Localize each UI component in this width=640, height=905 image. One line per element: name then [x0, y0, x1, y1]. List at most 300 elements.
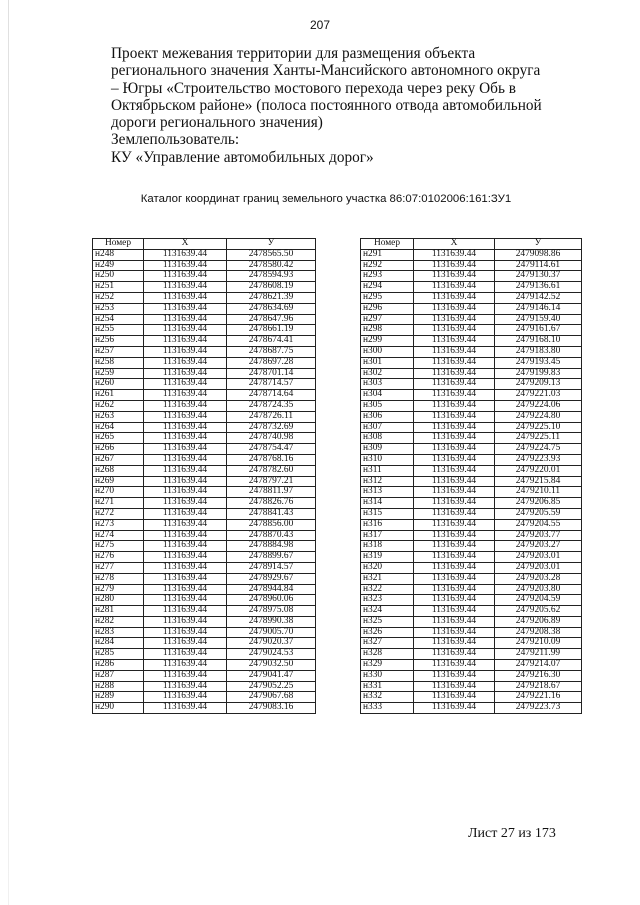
y-coordinate-cell: 2479083.16	[227, 703, 316, 714]
y-coordinate-cell: 2478856.00	[227, 519, 316, 530]
table-row	[93, 260, 316, 271]
table-row	[93, 573, 316, 584]
y-coordinate-cell: 2478782.60	[227, 465, 316, 476]
table-row	[93, 411, 316, 422]
point-number-cell: н252	[93, 292, 144, 303]
land-user-name: КУ «Управление автомобильных дорог»	[111, 148, 374, 166]
x-coordinate-cell: 1131639.44	[414, 638, 495, 649]
point-number-cell: н303	[361, 379, 414, 390]
y-coordinate-cell: 2478975.08	[227, 606, 316, 617]
point-number-cell: н287	[93, 670, 144, 681]
x-coordinate-cell: 1131639.44	[144, 616, 227, 627]
x-coordinate-cell: 1131639.44	[414, 508, 495, 519]
point-number-cell: н315	[361, 508, 414, 519]
y-coordinate-cell: 2479225.11	[495, 433, 582, 444]
x-coordinate-cell: 1131639.44	[414, 336, 495, 347]
point-number-cell: н317	[361, 530, 414, 541]
x-coordinate-cell: 1131639.44	[414, 584, 495, 595]
point-number-cell: н285	[93, 649, 144, 660]
table-row	[361, 692, 582, 703]
x-coordinate-cell: 1131639.44	[414, 292, 495, 303]
y-coordinate-cell: 2479208.38	[495, 627, 582, 638]
coordinates-table-right	[360, 238, 582, 714]
y-coordinate-cell: 2478944.84	[227, 584, 316, 595]
y-coordinate-cell: 2478870.43	[227, 530, 316, 541]
table-row	[361, 336, 582, 347]
x-coordinate-cell: 1131639.44	[144, 552, 227, 563]
point-number-cell: н271	[93, 498, 144, 509]
table-row	[93, 249, 316, 260]
y-coordinate-cell: 2478580.42	[227, 260, 316, 271]
point-number-cell: н268	[93, 465, 144, 476]
point-number-cell: н323	[361, 595, 414, 606]
table-row	[361, 368, 582, 379]
y-coordinate-cell: 2478740.98	[227, 433, 316, 444]
point-number-cell: н261	[93, 390, 144, 401]
x-coordinate-cell: 1131639.44	[144, 703, 227, 714]
y-coordinate-cell: 2479020.37	[227, 638, 316, 649]
x-coordinate-cell: 1131639.44	[144, 390, 227, 401]
point-number-cell: н301	[361, 357, 414, 368]
table-row	[93, 444, 316, 455]
header-x: X	[414, 239, 495, 250]
point-number-cell: н312	[361, 476, 414, 487]
table-row	[93, 541, 316, 552]
y-coordinate-cell: 2479204.59	[495, 595, 582, 606]
point-number-cell: н329	[361, 660, 414, 671]
y-coordinate-cell: 2479204.55	[495, 519, 582, 530]
x-coordinate-cell: 1131639.44	[144, 660, 227, 671]
x-coordinate-cell: 1131639.44	[144, 627, 227, 638]
table-row	[361, 638, 582, 649]
header-number: Номер	[93, 239, 144, 250]
point-number-cell: н332	[361, 692, 414, 703]
y-coordinate-cell: 2479224.06	[495, 400, 582, 411]
y-coordinate-cell: 2479024.53	[227, 649, 316, 660]
y-coordinate-cell: 2479067.68	[227, 692, 316, 703]
x-coordinate-cell: 1131639.44	[144, 411, 227, 422]
x-coordinate-cell: 1131639.44	[144, 271, 227, 282]
table-row	[93, 271, 316, 282]
x-coordinate-cell: 1131639.44	[144, 303, 227, 314]
table-row	[361, 357, 582, 368]
point-number-cell: н293	[361, 271, 414, 282]
y-coordinate-cell: 2479220.01	[495, 465, 582, 476]
y-coordinate-cell: 2479214.07	[495, 660, 582, 671]
table-row	[361, 411, 582, 422]
table-row	[93, 390, 316, 401]
x-coordinate-cell: 1131639.44	[144, 508, 227, 519]
y-coordinate-cell: 2479221.16	[495, 692, 582, 703]
y-coordinate-cell: 2479199.83	[495, 368, 582, 379]
x-coordinate-cell: 1131639.44	[414, 530, 495, 541]
y-coordinate-cell: 2479161.67	[495, 325, 582, 336]
heading-line: дороги регионального значения)	[111, 114, 323, 132]
x-coordinate-cell: 1131639.44	[414, 411, 495, 422]
table-row	[361, 292, 582, 303]
y-coordinate-cell: 2478714.57	[227, 379, 316, 390]
y-coordinate-cell: 2479210.09	[495, 638, 582, 649]
table-row	[93, 562, 316, 573]
point-number-cell: н250	[93, 271, 144, 282]
y-coordinate-cell: 2479224.75	[495, 444, 582, 455]
table-row	[361, 379, 582, 390]
x-coordinate-cell: 1131639.44	[414, 649, 495, 660]
table-row	[93, 465, 316, 476]
header-y: У	[495, 239, 582, 250]
point-number-cell: н258	[93, 357, 144, 368]
table-row	[93, 649, 316, 660]
table-row	[93, 519, 316, 530]
table-row	[361, 325, 582, 336]
table-row	[93, 292, 316, 303]
point-number-cell: н318	[361, 541, 414, 552]
table-row	[361, 260, 582, 271]
point-number-cell: н249	[93, 260, 144, 271]
point-number-cell: н300	[361, 346, 414, 357]
y-coordinate-cell: 2478841.43	[227, 508, 316, 519]
point-number-cell: н324	[361, 606, 414, 617]
point-number-cell: н305	[361, 400, 414, 411]
point-number-cell: н295	[361, 292, 414, 303]
table-row	[93, 379, 316, 390]
point-number-cell: н316	[361, 519, 414, 530]
point-number-cell: н327	[361, 638, 414, 649]
y-coordinate-cell: 2479114.61	[495, 260, 582, 271]
y-coordinate-cell: 2478594.93	[227, 271, 316, 282]
y-coordinate-cell: 2479209.13	[495, 379, 582, 390]
y-coordinate-cell: 2478797.21	[227, 476, 316, 487]
y-coordinate-cell: 2478697.28	[227, 357, 316, 368]
table-row	[361, 422, 582, 433]
x-coordinate-cell: 1131639.44	[414, 260, 495, 271]
x-coordinate-cell: 1131639.44	[144, 670, 227, 681]
y-coordinate-cell: 2478929.67	[227, 573, 316, 584]
point-number-cell: н297	[361, 314, 414, 325]
y-coordinate-cell: 2478732.69	[227, 422, 316, 433]
y-coordinate-cell: 2479215.84	[495, 476, 582, 487]
header-y: У	[227, 239, 316, 250]
x-coordinate-cell: 1131639.44	[144, 292, 227, 303]
x-coordinate-cell: 1131639.44	[414, 541, 495, 552]
point-number-cell: н291	[361, 249, 414, 260]
point-number-cell: н253	[93, 303, 144, 314]
table-row	[361, 476, 582, 487]
point-number-cell: н284	[93, 638, 144, 649]
y-coordinate-cell: 2478565.50	[227, 249, 316, 260]
x-coordinate-cell: 1131639.44	[144, 368, 227, 379]
x-coordinate-cell: 1131639.44	[414, 433, 495, 444]
point-number-cell: н310	[361, 454, 414, 465]
y-coordinate-cell: 2478661.19	[227, 325, 316, 336]
point-number-cell: н290	[93, 703, 144, 714]
table-row	[361, 660, 582, 671]
table-row	[361, 595, 582, 606]
y-coordinate-cell: 2478768.16	[227, 454, 316, 465]
table-row	[361, 649, 582, 660]
table-row	[93, 627, 316, 638]
point-number-cell: н280	[93, 595, 144, 606]
table-row	[93, 454, 316, 465]
y-coordinate-cell: 2478714.64	[227, 390, 316, 401]
x-coordinate-cell: 1131639.44	[414, 379, 495, 390]
table-row	[361, 303, 582, 314]
x-coordinate-cell: 1131639.44	[144, 314, 227, 325]
table-row	[361, 444, 582, 455]
table-row	[361, 465, 582, 476]
point-number-cell: н314	[361, 498, 414, 509]
point-number-cell: н260	[93, 379, 144, 390]
x-coordinate-cell: 1131639.44	[414, 519, 495, 530]
point-number-cell: н321	[361, 573, 414, 584]
x-coordinate-cell: 1131639.44	[144, 638, 227, 649]
y-coordinate-cell: 2478811.97	[227, 487, 316, 498]
table-row	[361, 584, 582, 595]
y-coordinate-cell: 2479206.85	[495, 498, 582, 509]
point-number-cell: н304	[361, 390, 414, 401]
x-coordinate-cell: 1131639.44	[414, 465, 495, 476]
point-number-cell: н330	[361, 670, 414, 681]
point-number-cell: н319	[361, 552, 414, 563]
x-coordinate-cell: 1131639.44	[144, 498, 227, 509]
x-coordinate-cell: 1131639.44	[144, 519, 227, 530]
y-coordinate-cell: 2479203.77	[495, 530, 582, 541]
y-coordinate-cell: 2479193.45	[495, 357, 582, 368]
header-number: Номер	[361, 239, 414, 250]
table-row	[93, 616, 316, 627]
point-number-cell: н262	[93, 400, 144, 411]
heading-line: – Югры «Строительство мостового перехода через реку Обь в	[111, 79, 516, 97]
x-coordinate-cell: 1131639.44	[144, 346, 227, 357]
y-coordinate-cell: 2479142.52	[495, 292, 582, 303]
table-row	[361, 670, 582, 681]
x-coordinate-cell: 1131639.44	[414, 573, 495, 584]
x-coordinate-cell: 1131639.44	[144, 400, 227, 411]
table-row	[361, 681, 582, 692]
table-row	[361, 508, 582, 519]
x-coordinate-cell: 1131639.44	[414, 357, 495, 368]
x-coordinate-cell: 1131639.44	[414, 282, 495, 293]
y-coordinate-cell: 2479136.61	[495, 282, 582, 293]
y-coordinate-cell: 2478990.38	[227, 616, 316, 627]
y-coordinate-cell: 2479203.01	[495, 552, 582, 563]
point-number-cell: н265	[93, 433, 144, 444]
point-number-cell: н275	[93, 541, 144, 552]
x-coordinate-cell: 1131639.44	[144, 487, 227, 498]
y-coordinate-cell: 2478608.19	[227, 282, 316, 293]
x-coordinate-cell: 1131639.44	[144, 444, 227, 455]
table-row	[361, 552, 582, 563]
x-coordinate-cell: 1131639.44	[144, 465, 227, 476]
y-coordinate-cell: 2479130.37	[495, 271, 582, 282]
point-number-cell: н298	[361, 325, 414, 336]
catalog-title: Каталог координат границ земельного участка 86:07:0102006:161:ЗУ1	[140, 193, 512, 205]
table-row	[361, 433, 582, 444]
table-row	[93, 476, 316, 487]
x-coordinate-cell: 1131639.44	[414, 616, 495, 627]
point-number-cell: н270	[93, 487, 144, 498]
x-coordinate-cell: 1131639.44	[144, 530, 227, 541]
point-number-cell: н283	[93, 627, 144, 638]
y-coordinate-cell: 2478621.39	[227, 292, 316, 303]
header-x: X	[144, 239, 227, 250]
x-coordinate-cell: 1131639.44	[414, 314, 495, 325]
table-row	[361, 616, 582, 627]
point-number-cell: н288	[93, 681, 144, 692]
table-row	[361, 498, 582, 509]
table-row	[361, 703, 582, 714]
x-coordinate-cell: 1131639.44	[144, 681, 227, 692]
table-row	[361, 249, 582, 260]
point-number-cell: н276	[93, 552, 144, 563]
x-coordinate-cell: 1131639.44	[414, 692, 495, 703]
land-user-label: Землепользователь:	[111, 131, 240, 149]
x-coordinate-cell: 1131639.44	[144, 595, 227, 606]
point-number-cell: н256	[93, 336, 144, 347]
y-coordinate-cell: 2478674.41	[227, 336, 316, 347]
x-coordinate-cell: 1131639.44	[144, 433, 227, 444]
y-coordinate-cell: 2479210.11	[495, 487, 582, 498]
table-row	[93, 530, 316, 541]
table-row	[361, 282, 582, 293]
page-edge-line	[8, 0, 9, 905]
x-coordinate-cell: 1131639.44	[144, 606, 227, 617]
x-coordinate-cell: 1131639.44	[414, 595, 495, 606]
table-row	[93, 487, 316, 498]
x-coordinate-cell: 1131639.44	[414, 346, 495, 357]
table-row	[93, 433, 316, 444]
x-coordinate-cell: 1131639.44	[144, 649, 227, 660]
point-number-cell: н251	[93, 282, 144, 293]
y-coordinate-cell: 2479159.40	[495, 314, 582, 325]
y-coordinate-cell: 2479032.50	[227, 660, 316, 671]
table-row	[361, 606, 582, 617]
x-coordinate-cell: 1131639.44	[144, 454, 227, 465]
table-row	[361, 487, 582, 498]
y-coordinate-cell: 2478724.35	[227, 400, 316, 411]
y-coordinate-cell: 2479203.80	[495, 584, 582, 595]
x-coordinate-cell: 1131639.44	[414, 454, 495, 465]
x-coordinate-cell: 1131639.44	[414, 670, 495, 681]
x-coordinate-cell: 1131639.44	[414, 271, 495, 282]
x-coordinate-cell: 1131639.44	[144, 562, 227, 573]
point-number-cell: н299	[361, 336, 414, 347]
table-row	[361, 627, 582, 638]
sheet-counter: Лист 27 из 173	[468, 826, 556, 841]
y-coordinate-cell: 2479223.93	[495, 454, 582, 465]
y-coordinate-cell: 2479218.67	[495, 681, 582, 692]
table-row	[93, 595, 316, 606]
point-number-cell: н266	[93, 444, 144, 455]
x-coordinate-cell: 1131639.44	[414, 444, 495, 455]
table-header-row	[361, 239, 582, 250]
x-coordinate-cell: 1131639.44	[414, 562, 495, 573]
table-row	[361, 314, 582, 325]
point-number-cell: н333	[361, 703, 414, 714]
x-coordinate-cell: 1131639.44	[144, 573, 227, 584]
point-number-cell: н255	[93, 325, 144, 336]
table-row	[93, 346, 316, 357]
point-number-cell: н294	[361, 282, 414, 293]
y-coordinate-cell: 2479203.28	[495, 573, 582, 584]
x-coordinate-cell: 1131639.44	[414, 422, 495, 433]
point-number-cell: н278	[93, 573, 144, 584]
y-coordinate-cell: 2479203.27	[495, 541, 582, 552]
table-row	[93, 670, 316, 681]
point-number-cell: н286	[93, 660, 144, 671]
y-coordinate-cell: 2478701.14	[227, 368, 316, 379]
y-coordinate-cell: 2478960.06	[227, 595, 316, 606]
point-number-cell: н322	[361, 584, 414, 595]
table-row	[93, 692, 316, 703]
point-number-cell: н309	[361, 444, 414, 455]
heading-line: Октябрьском районе» (полоса постоянного отвода автомобильной	[111, 96, 542, 114]
table-row	[93, 508, 316, 519]
table-row	[361, 454, 582, 465]
point-number-cell: н306	[361, 411, 414, 422]
point-number-cell: н320	[361, 562, 414, 573]
x-coordinate-cell: 1131639.44	[144, 325, 227, 336]
point-number-cell: н325	[361, 616, 414, 627]
table-row	[93, 303, 316, 314]
point-number-cell: н311	[361, 465, 414, 476]
table-row	[93, 703, 316, 714]
x-coordinate-cell: 1131639.44	[414, 368, 495, 379]
y-coordinate-cell: 2479225.10	[495, 422, 582, 433]
point-number-cell: н326	[361, 627, 414, 638]
x-coordinate-cell: 1131639.44	[414, 660, 495, 671]
table-row	[93, 584, 316, 595]
point-number-cell: н267	[93, 454, 144, 465]
y-coordinate-cell: 2478899.67	[227, 552, 316, 563]
point-number-cell: н259	[93, 368, 144, 379]
x-coordinate-cell: 1131639.44	[144, 260, 227, 271]
point-number-cell: н302	[361, 368, 414, 379]
table-row	[93, 638, 316, 649]
y-coordinate-cell: 2479203.01	[495, 562, 582, 573]
point-number-cell: н269	[93, 476, 144, 487]
x-coordinate-cell: 1131639.44	[414, 249, 495, 260]
y-coordinate-cell: 2479205.59	[495, 508, 582, 519]
x-coordinate-cell: 1131639.44	[414, 390, 495, 401]
point-number-cell: н274	[93, 530, 144, 541]
y-coordinate-cell: 2479041.47	[227, 670, 316, 681]
point-number-cell: н254	[93, 314, 144, 325]
y-coordinate-cell: 2479206.89	[495, 616, 582, 627]
table-row	[93, 282, 316, 293]
y-coordinate-cell: 2478914.57	[227, 562, 316, 573]
table-row	[361, 541, 582, 552]
point-number-cell: н257	[93, 346, 144, 357]
table-row	[93, 422, 316, 433]
x-coordinate-cell: 1131639.44	[414, 498, 495, 509]
point-number-cell: н248	[93, 249, 144, 260]
x-coordinate-cell: 1131639.44	[144, 249, 227, 260]
coordinates-table-left	[92, 238, 316, 714]
table-row	[361, 562, 582, 573]
y-coordinate-cell: 2479146.14	[495, 303, 582, 314]
table-row	[361, 530, 582, 541]
heading-line: регионального значения Ханты-Мансийского автономного округа	[111, 62, 541, 80]
table-row	[93, 368, 316, 379]
y-coordinate-cell: 2478726.11	[227, 411, 316, 422]
y-coordinate-cell: 2479052.25	[227, 681, 316, 692]
y-coordinate-cell: 2479223.73	[495, 703, 582, 714]
document-heading	[111, 45, 542, 166]
table-row	[361, 519, 582, 530]
table-row	[361, 573, 582, 584]
point-number-cell: н328	[361, 649, 414, 660]
